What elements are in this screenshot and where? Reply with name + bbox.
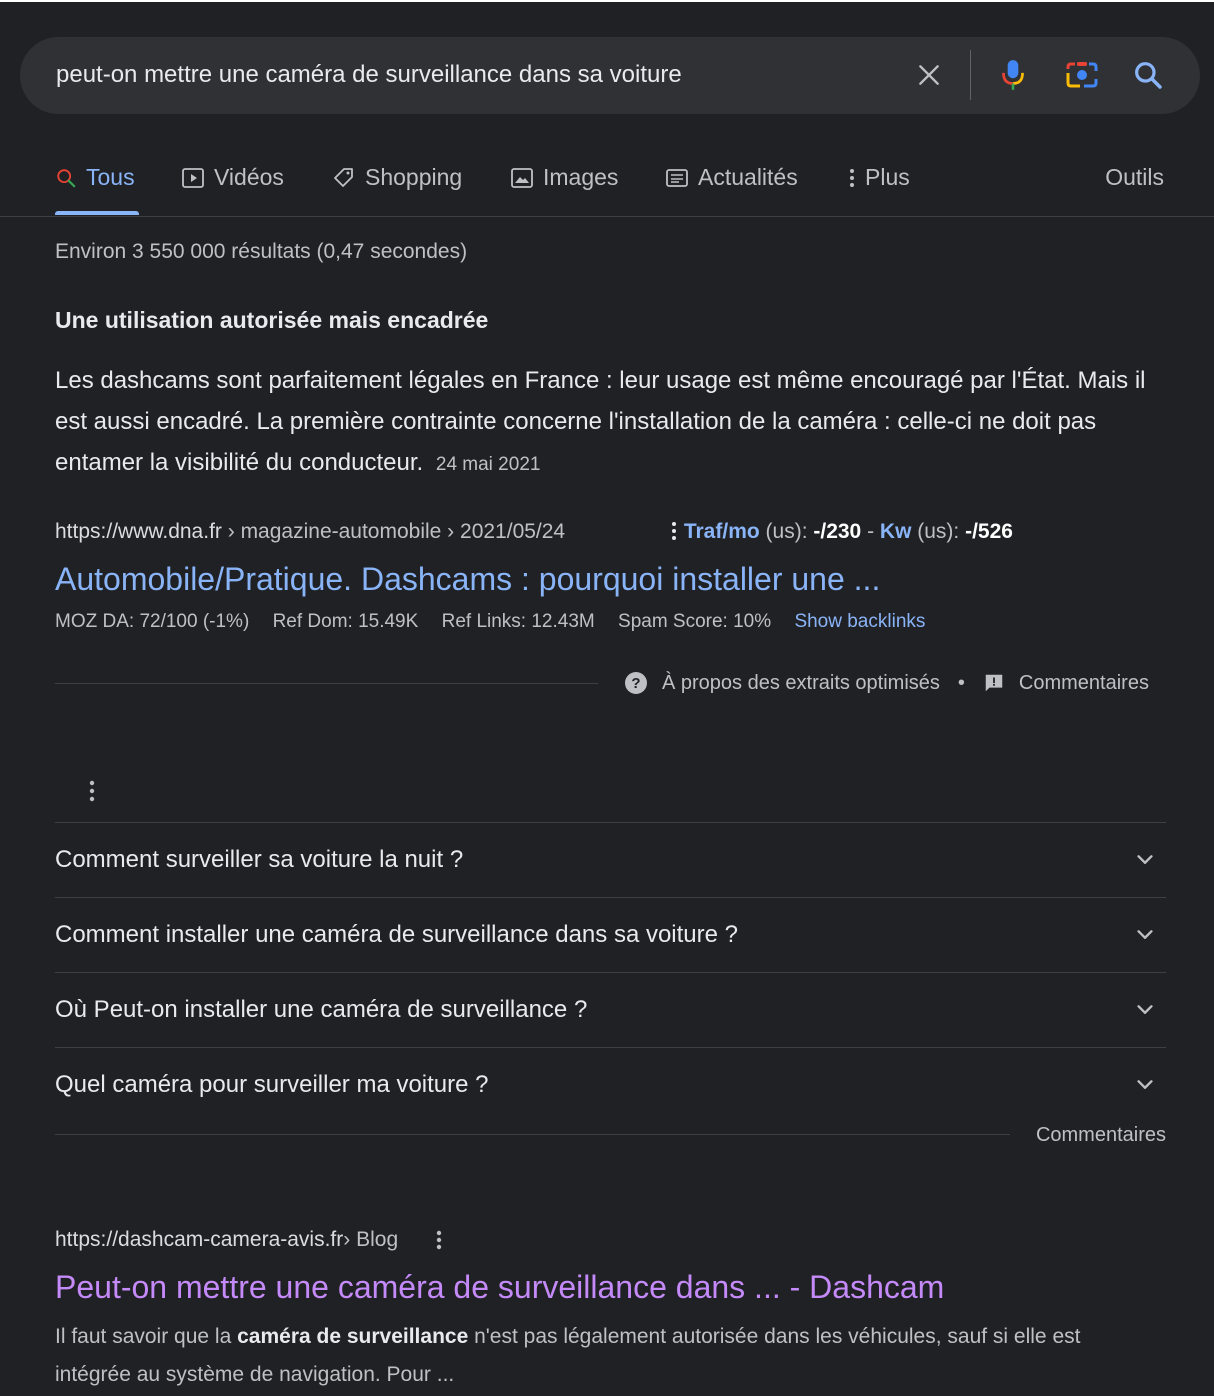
top-border xyxy=(0,0,1214,2)
tab-all[interactable] xyxy=(55,164,135,191)
faq-question: Quel caméra pour surveiller ma voiture ? xyxy=(55,1071,489,1098)
faq-question: Comment surveiller sa voiture la nuit ? xyxy=(55,846,464,873)
result-title-link[interactable]: Peut-on mettre une caméra de surveillance dans ... - Dashcam xyxy=(55,1269,945,1305)
active-tab-indicator xyxy=(55,211,139,215)
camera-search-icon[interactable] xyxy=(1063,56,1101,94)
more-vert-icon[interactable] xyxy=(434,1229,444,1251)
search-bar[interactable] xyxy=(20,37,1200,114)
tab-shopping[interactable] xyxy=(332,164,462,191)
featured-snippet-body xyxy=(55,360,1170,485)
faq-item[interactable] xyxy=(55,822,1166,898)
tab-label: Images xyxy=(543,164,619,190)
microphone-icon[interactable] xyxy=(994,56,1032,94)
snippet-text: Il faut savoir que la xyxy=(55,1325,238,1348)
more-options-icon[interactable] xyxy=(85,778,99,809)
tab-images[interactable] xyxy=(510,164,618,191)
svg-text:?: ? xyxy=(631,675,641,692)
snippet-highlight: caméra de surveillance xyxy=(237,1325,469,1348)
faq-question: Comment installer une caméra de surveillance dans sa voiture ? xyxy=(55,921,739,948)
chevron-down-icon xyxy=(1134,849,1156,871)
seo-stats xyxy=(670,520,1013,544)
tools-button[interactable]: Outils xyxy=(1105,164,1164,190)
traffic-unit: (us): xyxy=(759,520,814,543)
tab-label: Vidéos xyxy=(214,164,284,190)
faq-item[interactable] xyxy=(55,972,1166,1048)
seo-separator: - xyxy=(861,520,880,543)
help-icon xyxy=(624,671,648,695)
chevron-down-icon xyxy=(1134,924,1156,946)
search-icon xyxy=(55,167,77,189)
spam-score: Spam Score: 10% xyxy=(618,611,772,632)
search-icon[interactable] xyxy=(1129,56,1167,94)
result-domain: https://www.dna.fr xyxy=(55,520,222,543)
tab-label: Plus xyxy=(865,164,910,190)
tag-icon xyxy=(332,166,356,190)
image-icon xyxy=(510,166,534,190)
about-snippets-link[interactable]: À propos des extraits optimisés xyxy=(662,671,940,694)
tab-more[interactable] xyxy=(845,164,910,191)
more-vert-icon[interactable] xyxy=(670,521,678,541)
moz-da: MOZ DA: 72/100 (-1%) xyxy=(55,611,250,632)
ref-links: Ref Links: 12.43M xyxy=(441,611,595,632)
result-path: › magazine-automobile › 2021/05/24 xyxy=(221,520,566,543)
tab-videos[interactable] xyxy=(181,164,284,191)
bullet-separator: • xyxy=(957,671,965,694)
featured-snippet-date: 24 mai 2021 xyxy=(435,454,541,475)
play-icon xyxy=(181,166,205,190)
result-domain: https://dashcam-camera-avis.fr xyxy=(55,1228,344,1251)
keywords-value: -/526 xyxy=(965,520,1013,543)
traffic-value: -/230 xyxy=(813,520,862,543)
feedback-link[interactable]: Commentaires xyxy=(1018,671,1149,694)
keywords-label: Kw xyxy=(879,520,912,543)
result-url[interactable] xyxy=(55,520,565,544)
result-snippet xyxy=(55,1318,1095,1394)
featured-snippet-text: Les dashcams sont parfaitement légales en France : leur usage est même encouragé par l'État. Mais il est aussi encadré. La première contrainte concerne l'installation de la caméra : celle-ci ne doit pas entamer la visibilité du conducteur. xyxy=(55,367,1146,476)
about-featured-snippets xyxy=(624,671,1149,695)
tab-news[interactable] xyxy=(665,164,798,191)
feedback-icon xyxy=(983,672,1005,694)
faq-item[interactable] xyxy=(55,1047,1166,1123)
more-vert-icon xyxy=(845,166,859,190)
ref-domains: Ref Dom: 15.49K xyxy=(272,611,419,632)
tab-label: Tous xyxy=(86,164,135,190)
featured-snippet-heading: Une utilisation autorisée mais encadrée xyxy=(55,307,489,333)
tab-label: Shopping xyxy=(365,164,463,190)
chevron-down-icon xyxy=(1134,1074,1156,1096)
result-path: › Blog xyxy=(343,1228,399,1251)
tab-label: Actualités xyxy=(698,164,798,190)
news-icon xyxy=(665,166,689,190)
feedback-link[interactable]: Commentaires xyxy=(1035,1124,1166,1146)
search-separator xyxy=(970,50,971,100)
show-backlinks-link[interactable]: Show backlinks xyxy=(794,611,926,632)
divider xyxy=(55,1134,1010,1135)
divider xyxy=(55,683,598,684)
clear-icon[interactable] xyxy=(910,56,948,94)
faq-item[interactable] xyxy=(55,897,1166,973)
result-stats: Environ 3 550 000 résultats (0,47 secondes) xyxy=(55,240,468,263)
chevron-down-icon xyxy=(1134,999,1156,1021)
traffic-label: Traf/mo xyxy=(683,520,760,543)
search-input[interactable]: peut-on mettre une caméra de surveillance dans sa voiture xyxy=(56,61,682,88)
seo-metrics xyxy=(55,611,943,633)
result-url[interactable] xyxy=(55,1228,444,1252)
result-title-link[interactable]: Automobile/Pratique. Dashcams : pourquoi installer une ... xyxy=(55,561,881,597)
search-tabs xyxy=(0,158,1214,217)
keywords-unit: (us): xyxy=(911,520,966,543)
snippet-text: n'est pas légalement autorisée dans les véhicules, sauf si elle est intégrée au système de navigation. Pour ... xyxy=(55,1325,1081,1386)
faq-question: Où Peut-on installer une caméra de surveillance ? xyxy=(55,996,588,1023)
